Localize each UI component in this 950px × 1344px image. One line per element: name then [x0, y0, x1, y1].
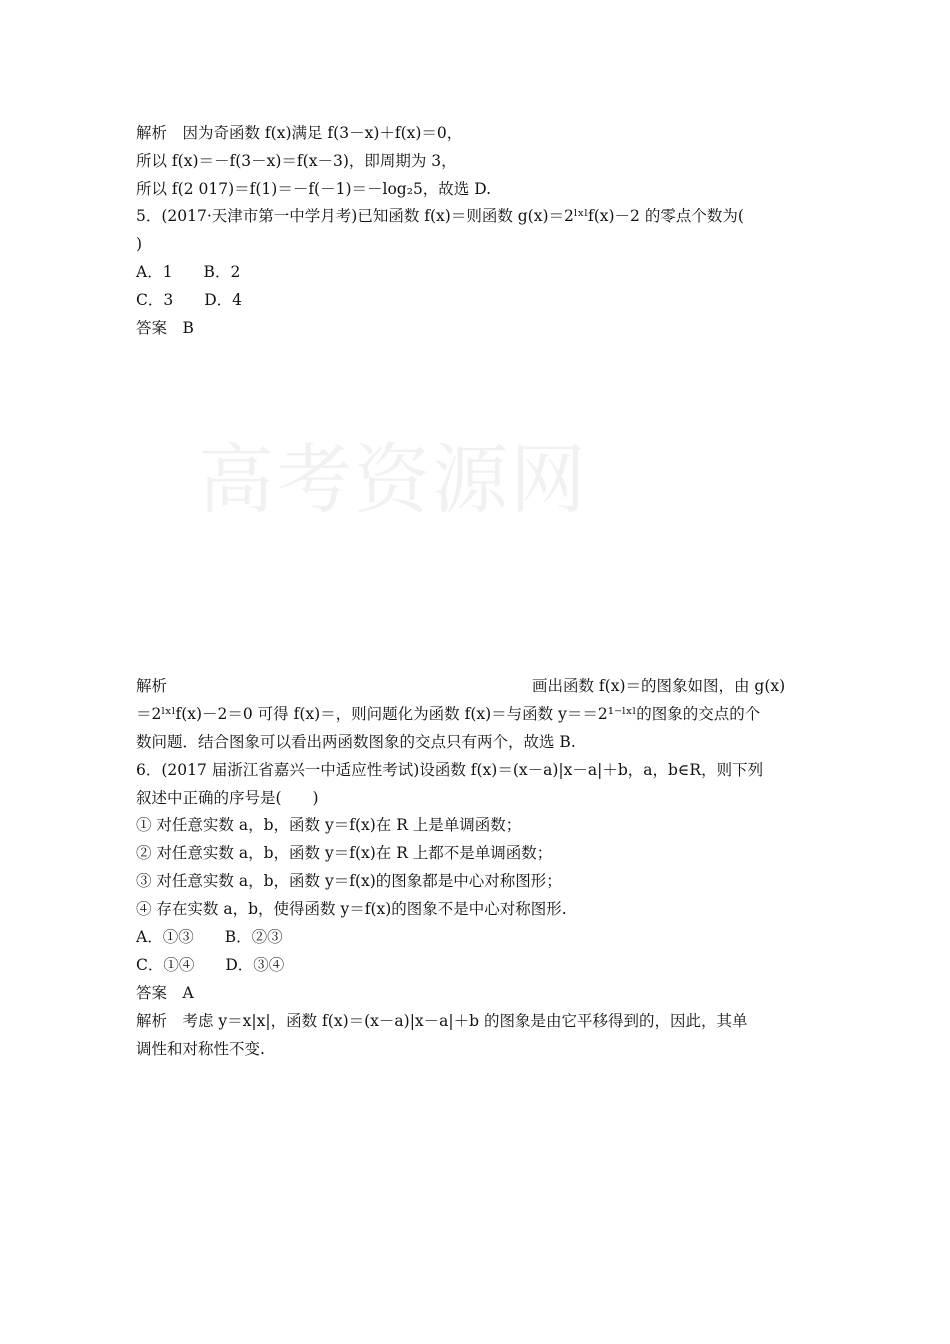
text-line: A．1 B．2 — [136, 263, 241, 281]
text-line: 5．(2017·天津市第一中学月考)已知函数 f(x)＝则函数 g(x)＝2ˡˣˡf(x)－2 的零点个数为( — [136, 207, 744, 225]
text-line: A．①③ B．②③ — [136, 928, 283, 946]
text-line: 调性和对称性不变. — [136, 1040, 265, 1058]
text-line: ④ 存在实数 a，b，使得函数 y＝f(x)的图象不是中心对称图形. — [136, 900, 567, 918]
text-line: 答案 B — [136, 319, 194, 337]
text-line: 所以 f(x)＝－f(3－x)＝f(x－3)，即周期为 3， — [136, 152, 457, 170]
text-line: 6．(2017 届浙江省嘉兴一中适应性考试)设函数 f(x)＝(x－a)|x－a|＋b，a，b∈R，则下列 — [136, 761, 764, 779]
text-line: ＝2ˡˣˡf(x)－2＝0 可得 f(x)＝，则问题化为函数 f(x)＝与函数 y＝＝2¹⁻ˡˣˡ的图象的交点的个 — [136, 705, 761, 723]
text-line: ③ 对任意实数 a，b，函数 y＝f(x)的图象都是中心对称图形； — [136, 872, 562, 890]
text-line: ) — [136, 235, 143, 253]
text-line: 所以 f(2 017)＝f(1)＝－f(－1)＝－log₂5，故选 D. — [136, 180, 492, 198]
watermark: 高考资源网 — [198, 435, 588, 524]
text-line: 数问题．结合图象可以看出两函数图象的交点只有两个，故选 B. — [136, 733, 576, 751]
text-line: 答案 A — [136, 984, 194, 1002]
text-line: 解析 — [136, 677, 168, 695]
text-line: 解析 因为奇函数 f(x)满足 f(3－x)＋f(x)＝0， — [136, 124, 463, 142]
text-line: 画出函数 f(x)＝的图象如图，由 g(x) — [532, 677, 786, 695]
text-line: C．3 D．4 — [136, 291, 243, 309]
text-line: 解析 考虑 y＝x|x|，函数 f(x)＝(x－a)|x－a|＋b 的图象是由它平移得到的，因此，其单 — [136, 1012, 748, 1030]
text-line: 叙述中正确的序号是( ) — [136, 789, 319, 807]
text-line: C．①④ D．③④ — [136, 956, 285, 974]
text-line: ② 对任意实数 a，b，函数 y＝f(x)在 R 上都不是单调函数； — [136, 844, 553, 862]
text-line: ① 对任意实数 a，b，函数 y＝f(x)在 R 上是单调函数； — [136, 816, 522, 834]
